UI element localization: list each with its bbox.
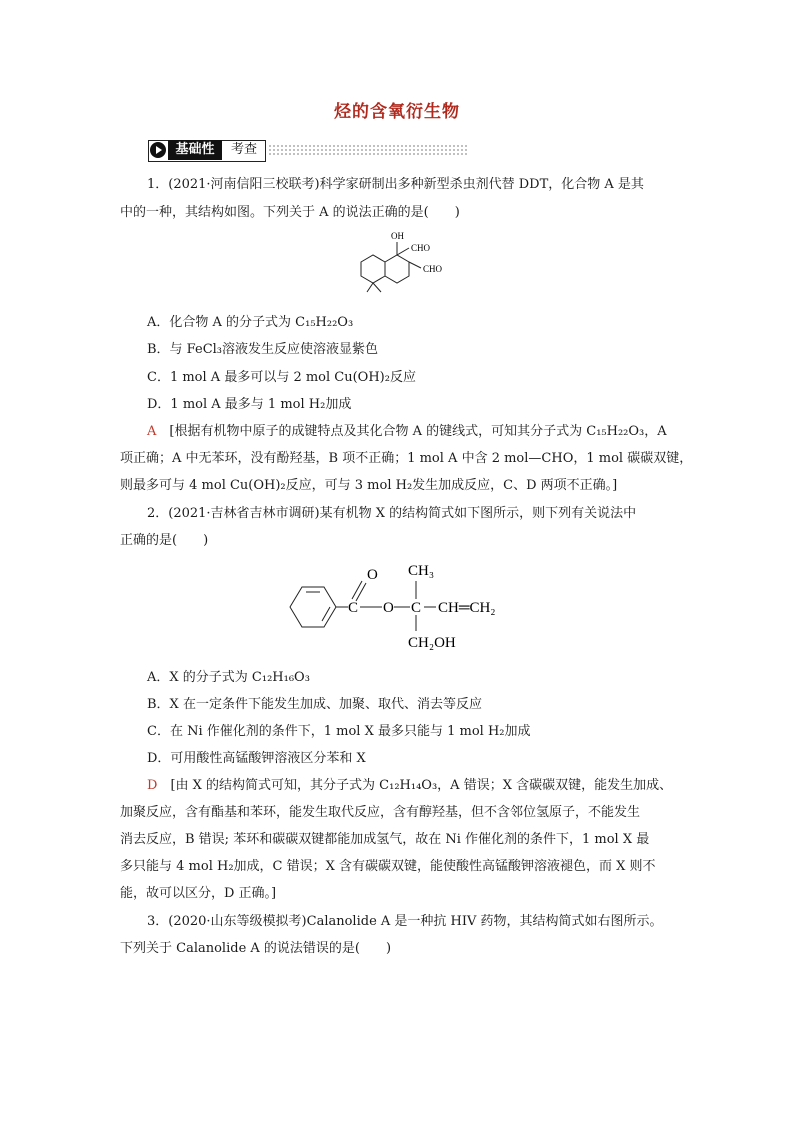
q2-option-b: B．X 在一定条件下能发生加成、加聚、取代、消去等反应 <box>147 697 482 712</box>
q1-answer-text-1: [根据有机物中原子的成键特点及其化合物 A 的键线式，可知其分子式为 C₁₅H₂₂O₃，A <box>169 424 667 439</box>
q2-label-ch3: CH₃ <box>408 563 435 579</box>
q2-stem-line-1: 2．(2021·吉林省吉林市调研)某有机物 X 的结构简式如下图所示，则下列有关说法中 <box>147 506 637 521</box>
q1-label-cho-1: CHO <box>411 243 431 253</box>
q2-answer-line-1 <box>147 776 707 796</box>
q1-stem-line-1: 1．(2021·河南信阳三校联考)科学家研制出多种新型杀虫剂代替 DDT，化合物 A 是其 <box>147 177 644 192</box>
q2-answer-line-4: 多只能与 4 mol H₂加成，C 错误；X 含有碳碳双键，能使酸性高锰酸钾溶液褪色，而 X 则不 <box>120 859 656 874</box>
q2-answer-line-5: 能，故可以区分，D 正确。] <box>120 886 277 901</box>
q3-stem-line-1: 3．(2020·山东等级模拟考)Calanolide A 是一种抗 HIV 药物，其结构简式如右图所示。 <box>147 914 663 929</box>
q2-answer-line-3: 消去反应，B 错误; 苯环和碳碳双键都能加成氢气，故在 Ni 作催化剂的条件下，1 mol X 最 <box>120 832 650 847</box>
q1-answer-line-3: 则最多可与 4 mol Cu(OH)₂反应，可与 3 mol H₂发生加成反应，C、D 两项不正确。] <box>120 478 618 493</box>
q1-option-a: A．化合物 A 的分子式为 C₁₅H₂₂O₃ <box>147 315 354 330</box>
q2-option-d: D．可用酸性高锰酸钾溶液区分苯和 X <box>147 751 366 766</box>
banner-label-light: 考查 <box>230 142 257 157</box>
section-banner <box>148 140 478 162</box>
q1-answer-line-2: 项正确；A 中无苯环，没有酚羟基，B 项不正确；1 mol A 中含 2 mol—CHO，1 mol 碳碳双键， <box>120 451 693 466</box>
q2-label-carbonyl-c: C <box>348 600 359 616</box>
q1-option-d: D．1 mol A 最多与 1 mol H₂加成 <box>147 397 352 412</box>
q1-answer-letter: A <box>147 424 157 439</box>
q2-label-ch2oh: CH₂OH <box>408 635 456 651</box>
q2-label-quaternary-c: C <box>411 600 422 616</box>
q2-label-carbonyl-o: O <box>367 567 378 583</box>
q2-option-a: A．X 的分子式为 C₁₂H₁₆O₃ <box>147 670 310 685</box>
play-icon <box>150 142 166 158</box>
q1-structure-image <box>345 228 455 300</box>
q2-structure-image <box>282 559 532 655</box>
q1-stem-line-2: 中的一种，其结构如图。下列关于 A 的说法正确的是( ) <box>120 205 460 220</box>
q1-option-c: C．1 mol A 最多可以与 2 mol Cu(OH)₂反应 <box>147 370 416 385</box>
q3-stem-line-2: 下列关于 Calanolide A 的说法错误的是( ) <box>120 941 392 956</box>
q1-answer-line-1 <box>147 422 707 442</box>
q2-option-c: C．在 Ni 作催化剂的条件下，1 mol X 最多只能与 1 mol H₂加成 <box>147 724 531 739</box>
q2-stem-line-2: 正确的是( ) <box>120 533 209 548</box>
q1-label-oh: OH <box>391 231 404 241</box>
q2-answer-line-2: 加聚反应，含有酯基和苯环，能发生取代反应，含有醇羟基，但不含邻位氢原子，不能发生 <box>120 805 641 820</box>
page-title: 烃的含氧衍生物 <box>334 102 460 122</box>
q2-answer-letter: D <box>147 778 158 793</box>
q2-answer-text-1: [由 X 的结构简式可知，其分子式为 C₁₂H₁₄O₃，A 错误；X 含碳碳双键，能发生加成、 <box>170 778 673 793</box>
q1-option-b: B．与 FeCl₃溶液发生反应使溶液显紫色 <box>147 342 379 357</box>
banner-label-dark: 基础性 <box>168 140 222 160</box>
q1-label-cho-2: CHO <box>423 264 443 274</box>
q2-label-vinyl: CH═CH₂ <box>438 600 496 616</box>
banner-dots <box>268 144 468 156</box>
q2-label-ester-o: O <box>383 600 394 616</box>
